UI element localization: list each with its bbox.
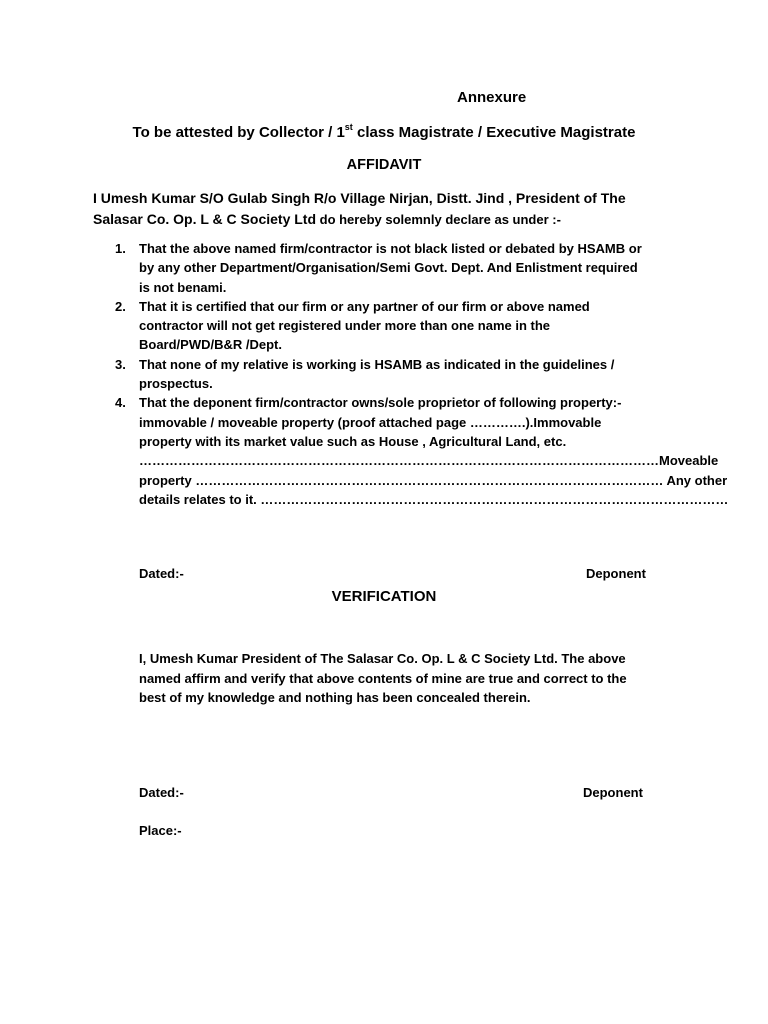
clause-number: 4. <box>115 395 126 411</box>
verification-line: I, Umesh Kumar President of The Salasar Co. Op. L & C Society Ltd. The above <box>139 651 626 666</box>
clause-line: is not benami. <box>139 279 227 295</box>
clause-line: by any other Department/Organisation/Semi Govt. Dept. And Enlistment required <box>139 260 638 276</box>
clause-line: details relates to it. ……………………………………………………………………………………………… <box>139 491 729 507</box>
annexure-heading: Annexure <box>457 89 527 106</box>
clause-line: That it is certified that our firm or any partner of our firm or above named <box>139 298 590 314</box>
clause-line: That the above named firm/contractor is not black listed or debated by HSAMB or <box>139 241 642 256</box>
affidavit-deponent-label: Deponent <box>586 566 646 581</box>
verification-title: VERIFICATION <box>331 588 437 605</box>
intro-line-2-tail: do hereby solemnly declare as under :- <box>316 212 561 227</box>
intro-paragraph <box>93 188 683 230</box>
verification-deponent-label: Deponent <box>583 785 643 800</box>
clause-item <box>115 297 679 355</box>
verification-line: best of my knowledge and nothing has been concealed therein. <box>139 690 531 705</box>
clause-line: property ……………………………………………………………………………………………… Any other <box>139 472 728 488</box>
attestation-superscript: st <box>344 122 353 132</box>
clause-number: 2. <box>115 298 126 314</box>
affidavit-dated-label: Dated:- <box>139 566 184 581</box>
clause-line: contractor will not get registered under more than one name in the <box>139 318 551 334</box>
clause-line: That none of my relative is working is HSAMB as indicated in the guidelines / <box>139 356 615 372</box>
intro-line-1: I Umesh Kumar S/O Gulab Singh R/o Village Nirjan, Distt. Jind , President of The <box>93 190 626 206</box>
clause-line: prospectus. <box>139 376 213 392</box>
verification-line: named affirm and verify that above contents of mine are true and correct to the <box>139 670 627 686</box>
clause-item <box>115 239 679 297</box>
affidavit-title: AFFIDAVIT <box>346 157 422 173</box>
clause-item <box>115 393 729 509</box>
verification-dated-label: Dated:- <box>139 785 184 800</box>
clause-line: …………………………………………………………………………………………………………Moveable <box>139 453 719 469</box>
clause-line: property with its market value such as House , Agricultural Land, etc. <box>139 433 567 449</box>
clause-line: Board/PWD/B&R /Dept. <box>139 337 282 353</box>
clause-number: 1. <box>115 241 126 256</box>
attestation-suffix: class Magistrate / Executive Magistrate <box>352 124 636 141</box>
declaration-clauses <box>115 239 729 509</box>
clause-item <box>115 355 679 394</box>
clause-line: immovable / moveable property (proof attached page ………….).Immovable <box>139 414 602 430</box>
attestation-heading <box>0 123 768 141</box>
verification-place-label: Place:- <box>139 823 182 838</box>
attestation-prefix: To be attested by Collector / 1 <box>132 124 345 141</box>
intro-line-2: Salasar Co. Op. L & C Society Ltd <box>93 211 317 227</box>
verification-paragraph <box>139 649 679 708</box>
clause-line: That the deponent firm/contractor owns/sole proprietor of following property:- <box>139 395 622 411</box>
clause-number: 3. <box>115 356 126 372</box>
